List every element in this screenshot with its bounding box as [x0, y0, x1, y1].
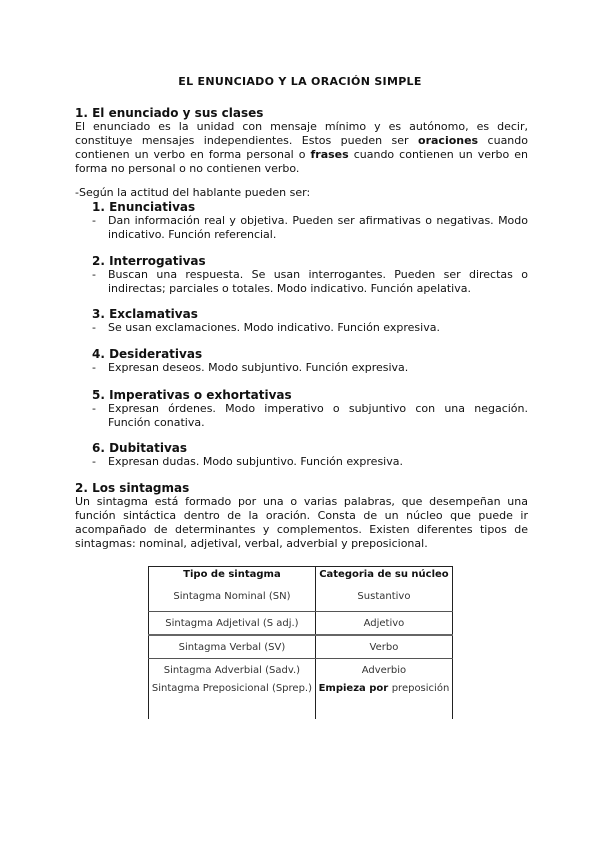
table-header: Categoria de su núcleo — [315, 567, 452, 582]
paragraph — [75, 120, 528, 176]
item-desc: Expresan dudas. Modo subjuntivo. Función expresiva. — [108, 455, 403, 468]
section-enunciado — [75, 106, 528, 176]
bold-term: oraciones — [418, 134, 479, 147]
table-row — [149, 635, 453, 659]
item-desc: Expresan órdenes. Modo imperativo o subjuntivo con una negación. Función conativa. — [108, 402, 528, 429]
bold-prefix: Empieza por — [318, 683, 392, 694]
section-heading: 1. El enunciado y sus clases — [75, 106, 264, 120]
list-item — [92, 254, 528, 296]
item-title: 1. Enunciativas — [92, 200, 196, 214]
table-cell: Adverbio — [315, 659, 452, 682]
list-item — [92, 200, 528, 242]
table-cell: Adjetivo — [315, 612, 452, 636]
table-row — [149, 681, 453, 719]
dash: - — [92, 455, 96, 468]
table-cell — [315, 681, 452, 719]
table-row — [149, 659, 453, 682]
item-title: 4. Desiderativas — [92, 347, 203, 361]
item-title: 6. Dubitativas — [92, 441, 188, 455]
table-row — [149, 612, 453, 636]
table-cell: Sustantivo — [315, 581, 452, 612]
list-item — [92, 388, 528, 430]
dash: - — [92, 361, 96, 374]
list-item — [92, 441, 528, 469]
item-desc: Buscan una respuesta. Se usan interrogantes. Pueden ser directas o indirectas; parciales o totales. Modo indicativo. Función apelativa. — [108, 268, 528, 295]
document-title: EL ENUNCIADO Y LA ORACIÓN SIMPLE — [178, 75, 422, 88]
item-desc: Expresan deseos. Modo subjuntivo. Función expresiva. — [108, 361, 409, 374]
table-cell: Verbo — [315, 635, 452, 659]
dash: - — [92, 214, 96, 227]
dash: - — [92, 268, 96, 281]
table-cell: Sintagma Adverbial (Sadv.) — [149, 659, 316, 682]
table-header: Tipo de sintagma — [149, 567, 316, 582]
paragraph: Un sintagma está formado por una o varias palabras, que desempeñan una función sintáctica dentro de la oración. Consta de un núcleo que puede ir acompañado de determinantes y complementos. Existen diferentes tipos de sintagmas: nominal, adjetival, verbal, adverbial y preposicional. — [75, 495, 528, 550]
table-cell: Sintagma Nominal (SN) — [149, 581, 316, 612]
item-title: 3. Exclamativas — [92, 307, 198, 321]
dash: - — [92, 402, 96, 415]
cell-text: preposición — [391, 683, 450, 694]
section-heading: 2. Los sintagmas — [75, 481, 190, 495]
item-title: 2. Interrogativas — [92, 254, 206, 268]
list-item — [92, 347, 528, 375]
text: cuando contienen un verbo en forma no personal o no contienen verbo. — [75, 148, 528, 175]
sintagma-table — [148, 566, 453, 719]
list-item — [92, 307, 528, 335]
item-desc: Se usan exclamaciones. Modo indicativo. Función expresiva. — [108, 321, 440, 334]
table-cell: Sintagma Adjetival (S adj.) — [149, 612, 316, 636]
table-cell: Sintagma Verbal (SV) — [149, 635, 316, 659]
bold-term: frases — [310, 148, 349, 161]
intro-line: -Según la actitud del hablante pueden ser: — [75, 186, 311, 199]
table-row — [149, 581, 453, 612]
text: El enunciado es la unidad con mensaje mínimo y es autónomo, es decir, constituye mensajes independientes. Estos pueden ser — [75, 120, 528, 147]
text: cuando contienen un verbo en forma personal o — [75, 134, 528, 161]
table-cell: Sintagma Preposicional (Sprep.) — [149, 681, 316, 719]
dash: - — [92, 321, 96, 334]
item-desc: Dan información real y objetiva. Pueden ser afirmativas o negativas. Modo indicativo. Función referencial. — [108, 214, 528, 241]
section-sintagmas — [75, 481, 528, 551]
item-title: 5. Imperativas o exhortativas — [92, 388, 292, 402]
